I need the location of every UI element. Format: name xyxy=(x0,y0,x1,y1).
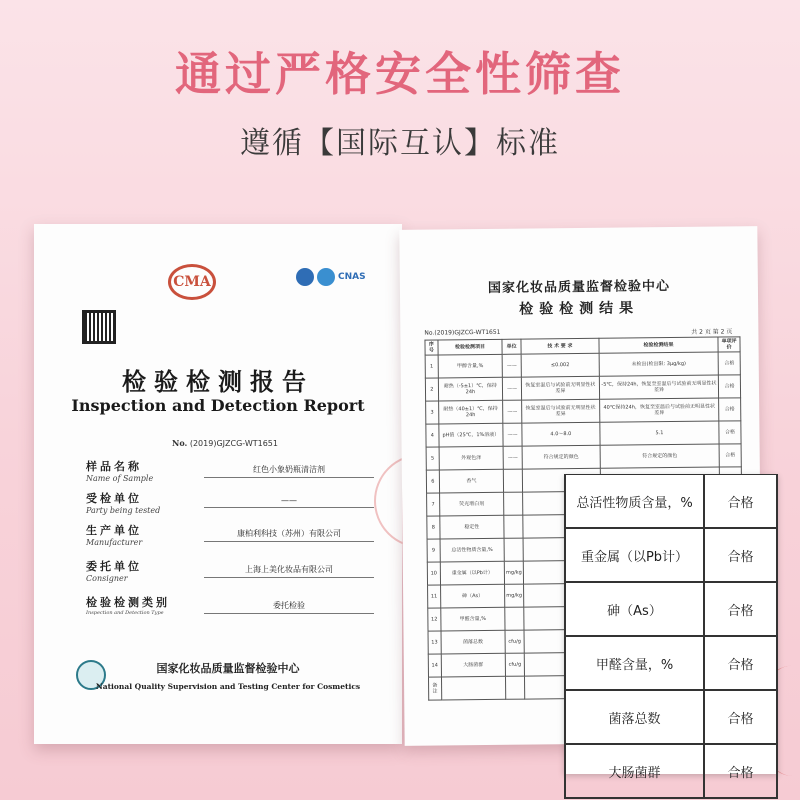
table-cell: 合格 xyxy=(719,421,741,444)
table-row xyxy=(425,375,740,401)
table-cell xyxy=(505,607,524,630)
report-number-label: No. xyxy=(172,438,188,448)
field-value: 委托检验 xyxy=(204,600,374,614)
zoom-result: 合格 xyxy=(704,690,777,744)
table-cell: —— xyxy=(503,423,522,446)
table-header-cell: 技 术 要 求 xyxy=(521,338,599,354)
ilac-mark-icon xyxy=(296,268,314,286)
table-cell: cfu/g xyxy=(505,653,524,676)
table-cell: 甲醇含量,% xyxy=(438,354,503,378)
table-cell xyxy=(504,515,523,538)
field-label-cn: 委托单位 xyxy=(86,560,142,573)
table-cell xyxy=(441,676,506,700)
table-cell: 总活性物质含量,% xyxy=(440,538,505,562)
field-party-tested xyxy=(86,490,386,515)
report-number xyxy=(172,438,278,448)
table-cell: pH值（25℃，1%溶液） xyxy=(439,423,504,447)
table-cell: 4 xyxy=(426,424,439,447)
table-cell: 耐热（-5±1）℃，保持24h xyxy=(438,377,503,401)
zoom-result: 合格 xyxy=(704,582,777,636)
field-sample-name xyxy=(86,458,386,483)
table-header-cell: 检验检测项目 xyxy=(438,339,503,355)
zoom-result: 合格 xyxy=(704,744,777,798)
field-inspection-type xyxy=(86,594,386,616)
report-title-cn: 检验检测报告 xyxy=(122,368,314,396)
table-cell: 稳定性 xyxy=(440,515,505,539)
zoom-row xyxy=(565,475,777,529)
table-cell: 2 xyxy=(425,378,438,401)
report-title-en: Inspection and Detection Report xyxy=(71,396,365,415)
zoom-result: 合格 xyxy=(704,636,777,690)
zoomed-results-callout xyxy=(564,474,778,781)
table-cell: 荧光增白剂 xyxy=(439,492,504,516)
table-cell xyxy=(503,469,522,492)
field-label-en: Inspection and Detection Type xyxy=(86,610,164,616)
subline: 遵循【国际互认】标准 xyxy=(240,126,560,161)
zoom-result: 合格 xyxy=(704,475,777,529)
table-cell: mg/kg xyxy=(504,561,523,584)
zoom-row xyxy=(565,636,777,690)
zoomed-results-table xyxy=(564,474,778,799)
zoom-item: 重金属（以Pb计） xyxy=(565,528,704,582)
table-cell: —— xyxy=(502,354,521,377)
table-cell: 未检出(检出限: 3μg/kg) xyxy=(599,352,719,376)
table-cell: 6 xyxy=(426,470,439,493)
table-header-cell: 单项评价 xyxy=(718,337,740,352)
table-header-cell: 序号 xyxy=(425,340,438,355)
cnas-logo xyxy=(296,268,366,286)
headline: 通过严格安全性筛查 xyxy=(175,47,625,101)
table-cell: 合格 xyxy=(719,375,741,398)
table-cell: 备注 xyxy=(428,677,441,700)
field-manufacturer xyxy=(86,522,386,547)
table-cell xyxy=(504,492,523,515)
table-cell: 符合规定的颜色 xyxy=(600,444,720,468)
cnas-mark-icon xyxy=(317,268,335,286)
field-label-cn: 生产单位 xyxy=(86,524,142,537)
zoom-result: 合格 xyxy=(704,528,777,582)
org-name-cn: 国家化妆品质量监督检验中心 xyxy=(156,662,300,675)
zoom-item: 甲醛含量，% xyxy=(565,636,704,690)
field-value: 康柏利科技（苏州）有限公司 xyxy=(204,528,374,542)
table-cell: 大肠菌群 xyxy=(441,653,506,677)
zoom-row xyxy=(565,690,777,744)
table-cell: 3 xyxy=(426,401,439,424)
table-row xyxy=(426,444,741,470)
report-cover-sheet xyxy=(34,224,402,744)
table-cell: 10 xyxy=(427,562,440,585)
table-cell: 菌落总数 xyxy=(441,630,506,654)
table-cell: 40℃保持24h，恢复至室温后与试验前无明显性状差异 xyxy=(599,398,719,422)
field-label-en: Consigner xyxy=(86,574,128,583)
table-cell: 7 xyxy=(427,493,440,516)
table-cell: 4.0～8.0 xyxy=(522,422,600,446)
table-cell: 14 xyxy=(428,654,441,677)
zoom-item: 大肠菌群 xyxy=(565,744,704,798)
table-cell: 1 xyxy=(425,355,438,378)
table-cell: 符合规定的颜色 xyxy=(522,445,600,469)
table-cell: 合格 xyxy=(718,352,740,375)
zoom-item: 总活性物质含量，% xyxy=(565,475,704,529)
table-row xyxy=(426,398,741,424)
table-cell: 8 xyxy=(427,516,440,539)
table-cell: 合格 xyxy=(719,444,741,467)
table-cell: —— xyxy=(503,446,522,469)
field-value: 红色小象奶瓶清洁剂 xyxy=(204,464,374,478)
table-row xyxy=(425,352,740,378)
results-page-count: 共 2 页 第 2 页 xyxy=(691,328,733,336)
table-cell: 耐热（40±1）℃，保持24h xyxy=(438,400,503,424)
table-cell: 甲醛含量,% xyxy=(440,607,505,631)
org-name-en: National Quality Supervision and Testing Center for Cosmetics xyxy=(95,682,361,691)
qr-code-icon xyxy=(82,310,116,344)
table-cell xyxy=(506,676,525,699)
field-consigner xyxy=(86,558,386,583)
field-value: —— xyxy=(204,496,374,508)
table-cell: 外观色泽 xyxy=(439,446,504,470)
field-label-cn: 样品名称 xyxy=(86,460,142,473)
table-cell: -5℃，保持24h，恢复至室温后与试验前无明显性状差异 xyxy=(599,375,719,399)
zoom-row xyxy=(565,528,777,582)
cnas-text: CNAS xyxy=(338,272,366,282)
table-cell: 合格 xyxy=(719,398,741,421)
table-cell: —— xyxy=(502,377,521,400)
results-org-title: 国家化妆品质量监督检验中心 xyxy=(487,279,670,296)
table-row xyxy=(426,421,741,447)
table-cell: 11 xyxy=(428,585,441,608)
table-cell: 9 xyxy=(427,539,440,562)
table-cell: —— xyxy=(503,400,522,423)
results-title: 检验检测结果 xyxy=(519,300,640,318)
field-label-en: Manufacturer xyxy=(86,538,143,547)
zoom-row xyxy=(565,582,777,636)
report-number-value: (2019)GJZCG-WT1651 xyxy=(189,439,278,448)
table-header-cell: 检验检测结果 xyxy=(599,337,718,353)
table-header-cell: 单位 xyxy=(502,339,521,354)
table-cell: 恢复室温后与试验前无明显性状差异 xyxy=(522,399,600,423)
table-cell: 13 xyxy=(428,631,441,654)
field-label-en: Name of Sample xyxy=(86,474,154,483)
table-cell: 12 xyxy=(428,608,441,631)
table-cell: ≤0.002 xyxy=(521,353,599,377)
table-cell xyxy=(504,538,523,561)
zoom-row xyxy=(565,744,777,798)
table-cell: cfu/g xyxy=(505,630,524,653)
field-label-cn: 受检单位 xyxy=(86,492,142,505)
field-value: 上海上美化妆品有限公司 xyxy=(204,564,374,578)
results-report-number: No.(2019)GJZCG-WT1651 xyxy=(424,328,501,337)
table-cell: 重金属（以Pb计） xyxy=(440,561,505,585)
table-cell: mg/kg xyxy=(505,584,524,607)
table-cell: 砷（As） xyxy=(440,584,505,608)
table-cell: 5.1 xyxy=(600,421,720,445)
table-cell: 恢复室温后与试验前无明显性状差异 xyxy=(521,376,599,400)
cma-logo: CMA xyxy=(168,264,216,300)
table-cell: 5 xyxy=(426,447,439,470)
zoom-item: 菌落总数 xyxy=(565,690,704,744)
field-label-cn: 检验检测类别 xyxy=(86,596,170,609)
zoom-item: 砷（As） xyxy=(565,582,704,636)
table-cell: 香气 xyxy=(439,469,504,493)
field-label-en: Party being tested xyxy=(86,506,161,515)
